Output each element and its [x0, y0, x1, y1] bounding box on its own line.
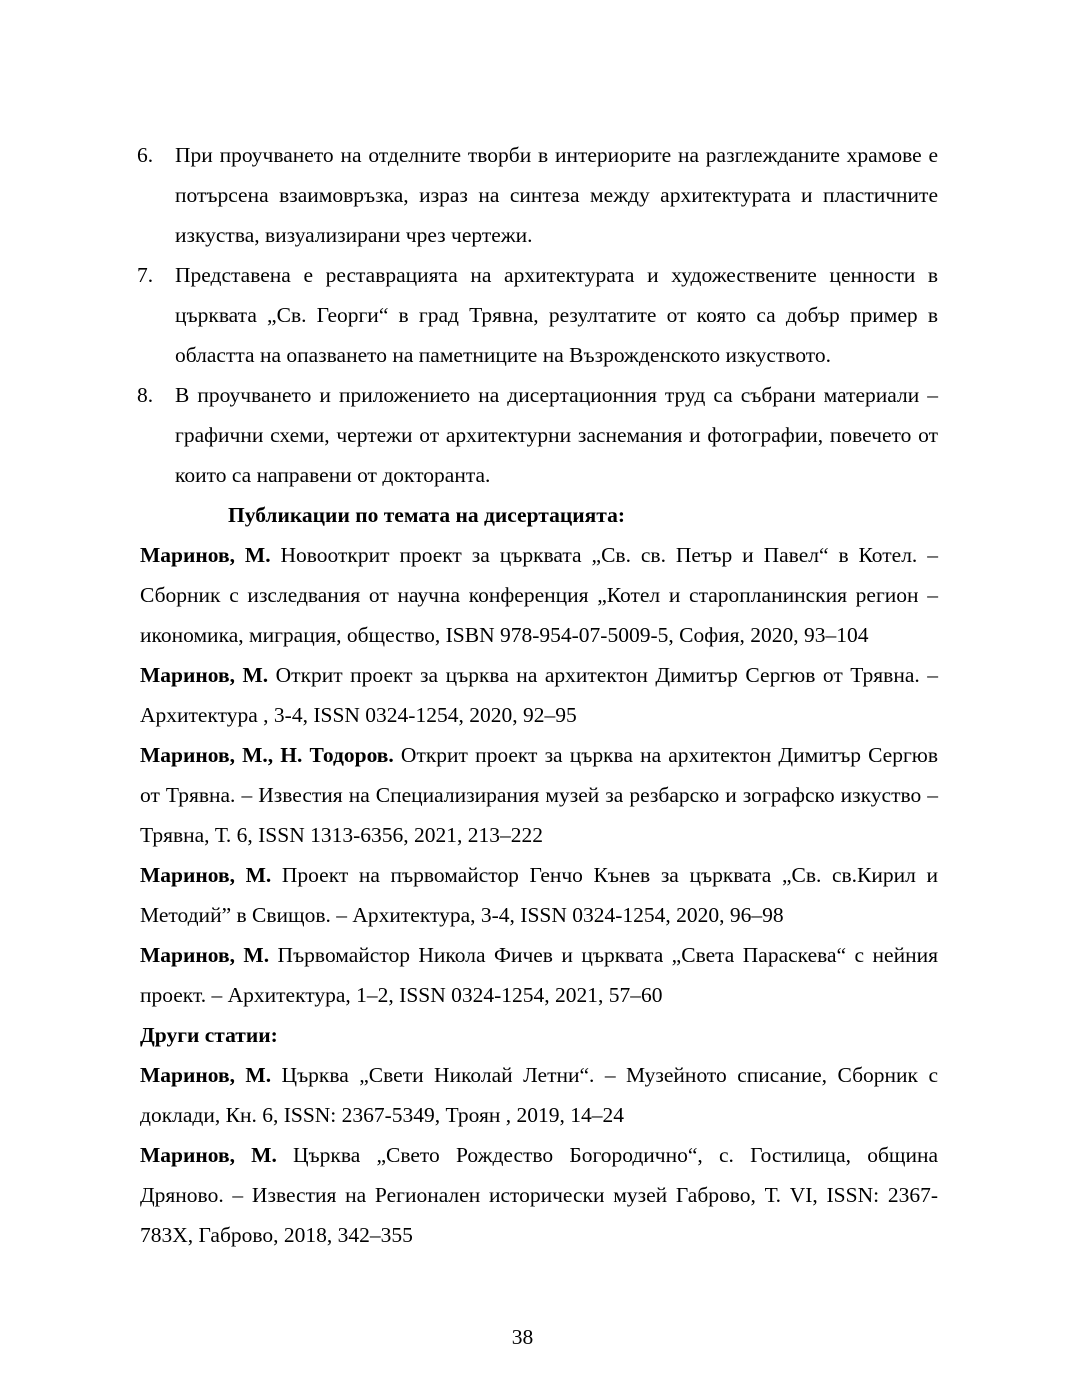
entry-text: Проект на първомайстор Генчо Кънев за църквата „Св. св.Кирил и Методий” в Свищов. – Архитектура, 3-4, ISSN 0324-1254, 2020, 96–98 [140, 863, 938, 927]
entry-author: Маринов, М. [140, 863, 272, 887]
entry-author: Маринов, М. [140, 1143, 277, 1167]
entry-author: Маринов, М. [140, 943, 270, 967]
other-articles-heading: Други статии: [140, 1023, 278, 1047]
entry-text: Църква „Свето Рождество Богородично“, с. Гостилица, община Дряново. – Известия на Регионален исторически музей Габрово, Т. VI, ISSN: 2367-783X, Габрово, 2018, 342–355 [140, 1143, 938, 1247]
list-item [137, 375, 938, 495]
list-item [137, 255, 938, 375]
publication-entry [140, 535, 938, 655]
entry-text: Църква „Свети Николай Летни“. – Музейното списание, Сборник с доклади, Кн. 6, ISSN: 2367-5349, Троян , 2019, 14–24 [140, 1063, 938, 1127]
list-text: Представена е реставрацията на архитектурата и художествените ценности в църквата „Св. Георги“ в град Трявна, резултатите от която са добър пример в областта на опазването на паметниците на Възрожденското изкуството. [175, 263, 938, 367]
article-entry [140, 1055, 938, 1135]
entry-author: Маринов, М. [140, 663, 269, 687]
conclusions-list [137, 135, 938, 495]
article-entry [140, 1135, 938, 1255]
entry-text: Открит проект за църква на архитектон Димитър Сергюв от Трявна. – Известия на Специализирания музей за резбарско и зографско изкуство – Трявна, Т. 6, ISSN 1313-6356, 2021, 213–222 [140, 743, 939, 847]
entry-text: Първомайстор Никола Фичев и църквата „Света Параскева“ с нейния проект. – Архитектура, 1–2, ISSN 0324-1254, 2021, 57–60 [140, 943, 938, 1007]
publications-heading: Публикации по темата на дисертацията: [228, 503, 625, 527]
list-number: 8. [137, 383, 154, 407]
publication-entry [140, 855, 938, 935]
publication-entry [140, 735, 938, 855]
list-text: При проучването на отделните творби в интериорите на разглежданите храмове е потърсена взаимовръзка, израз на синтеза между архитектурата и пластичните изкуства, визуализирани чрез чертежи. [175, 143, 938, 247]
entry-text: Новооткрит проект за църквата „Св. св. Петър и Павел“ в Котел. – Сборник с изследвания от научна конференция „Котел и старопланинския регион – икономика, миграция, общество, ISBN 978-954-07-5009-5, София, 2020, 93–104 [140, 543, 938, 647]
list-number: 7. [137, 263, 154, 287]
entry-author: Маринов, М. [140, 1063, 272, 1087]
list-item [137, 135, 938, 255]
entry-author: Маринов, М. [140, 543, 271, 567]
publication-entry [140, 655, 938, 735]
publication-entry [140, 935, 938, 1015]
entry-author: Маринов, М., Н. Тодоров. [140, 743, 394, 767]
list-number: 6. [137, 143, 154, 167]
document-page [137, 135, 939, 1255]
page-number: 38 [511, 1325, 534, 1349]
list-text: В проучването и приложението на дисертационния труд са събрани материали – графични схеми, чертежи от архитектурни заснемания и фотографии, повечето от които са направени от докторанта. [175, 383, 938, 487]
entry-text: Открит проект за църква на архитектон Димитър Сергюв от Трявна. – Архитектура , 3-4, ISSN 0324-1254, 2020, 92–95 [140, 663, 938, 727]
